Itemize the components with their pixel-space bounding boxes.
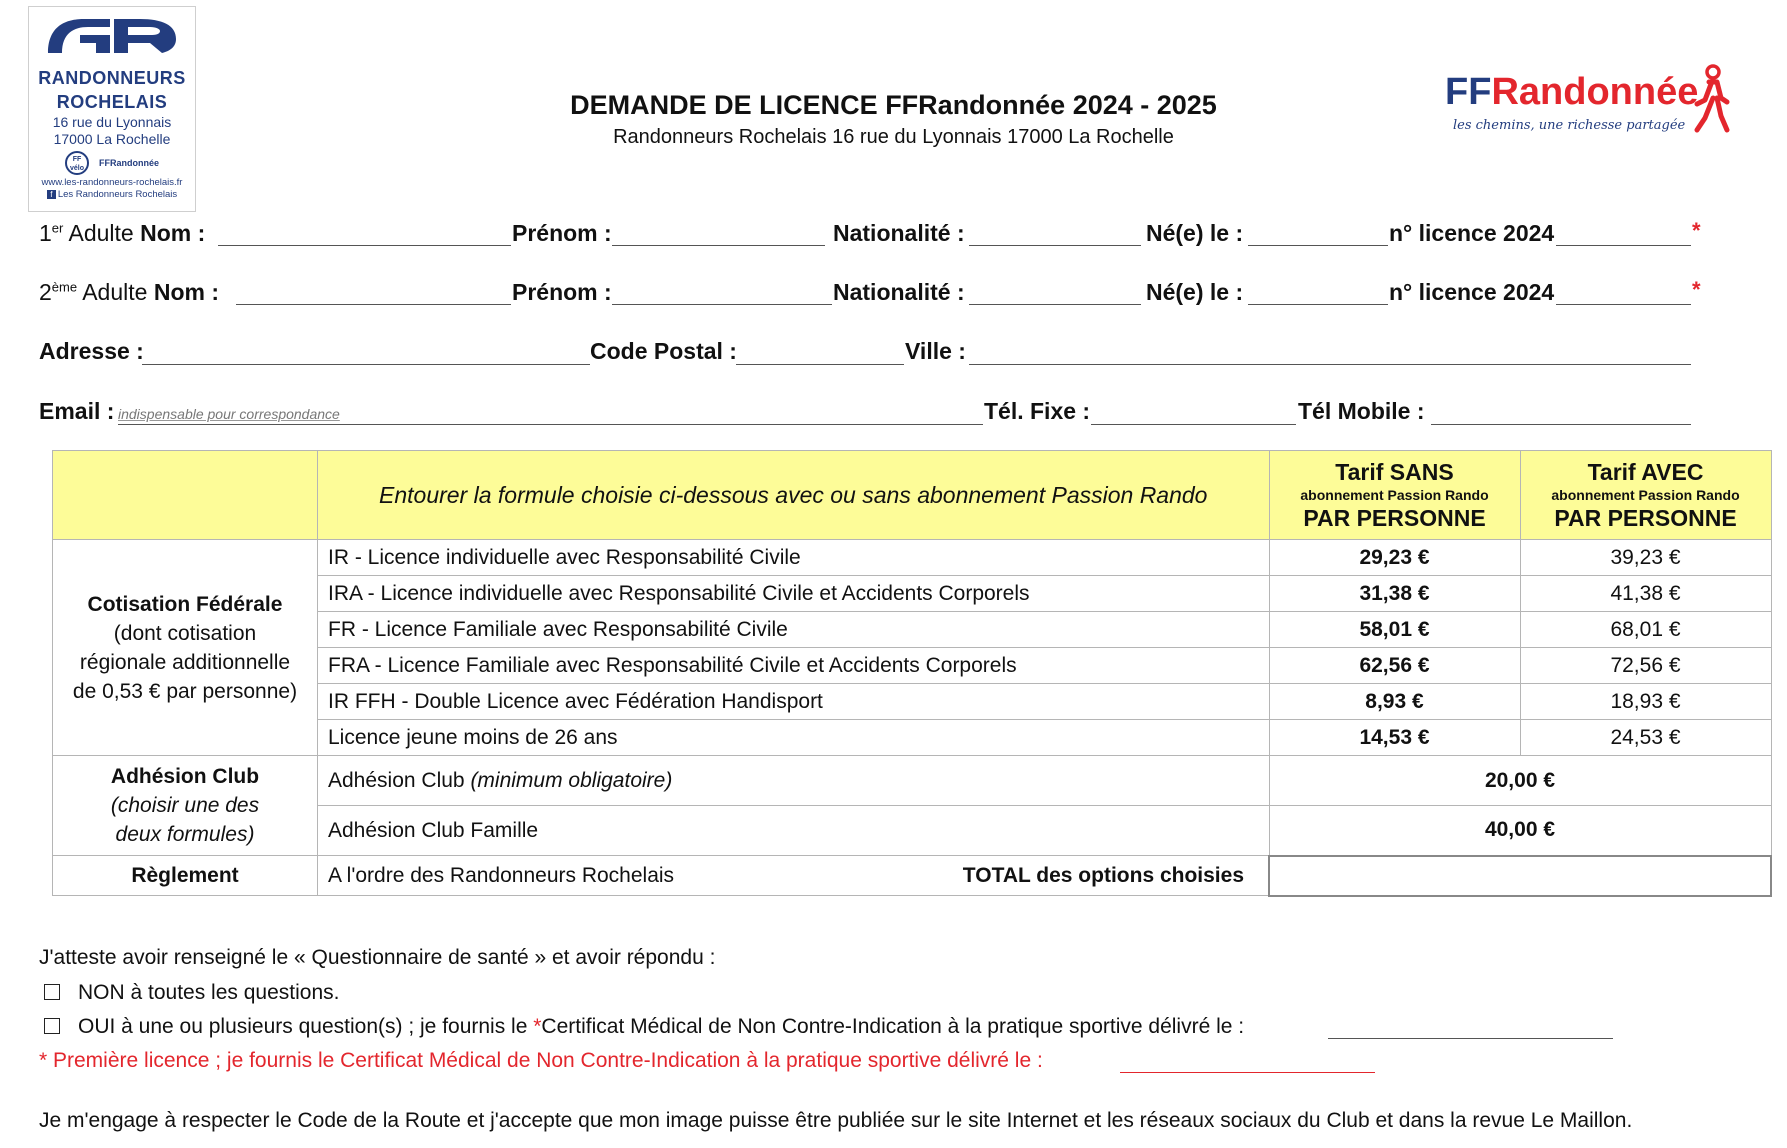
cotisation-line3: de 0,53 € par personne) xyxy=(72,679,298,703)
licence-label[interactable]: FR - Licence Familiale avec Responsabilité Civile xyxy=(318,612,1270,648)
adult1-nationalite-label: Nationalité : xyxy=(833,220,965,246)
hiker-icon xyxy=(1691,64,1731,136)
tarif-avec-per: PAR PERSONNE xyxy=(1554,505,1737,531)
licence-label[interactable]: IR FFH - Double Licence avec Fédération Handisport xyxy=(318,684,1270,720)
adhesion-club-label[interactable] xyxy=(318,756,1270,806)
adult2-prenom-label: Prénom : xyxy=(512,279,612,305)
licence-price-sans[interactable]: 29,23 € xyxy=(1269,540,1520,576)
club-address-line2: 17000 La Rochelle xyxy=(53,131,171,147)
facebook-icon: f xyxy=(47,190,56,199)
ffr-logo-tagline: les chemins, une richesse partagée xyxy=(1453,118,1686,133)
licence-label[interactable]: IRA - Licence individuelle avec Responsabilité Civile et Accidents Corporels xyxy=(318,576,1270,612)
cotisation-title: Cotisation Fédérale xyxy=(87,592,283,616)
adresse-field[interactable] xyxy=(142,364,590,365)
adult2-licence-label: n° licence 2024 xyxy=(1389,279,1555,305)
cotisation-cell xyxy=(53,540,318,756)
licence-price-avec[interactable]: 39,23 € xyxy=(1520,540,1771,576)
adult1-ordinal: 1 xyxy=(39,220,52,246)
licence-label[interactable]: FRA - Licence Familiale avec Responsabilité Civile et Accidents Corporels xyxy=(318,648,1270,684)
club-name-line1: RANDONNEURS xyxy=(38,68,186,88)
email-field[interactable] xyxy=(118,424,983,425)
adult2-ne-le-label: Né(e) le : xyxy=(1146,279,1244,305)
adult2-licence-field[interactable] xyxy=(1556,304,1691,305)
tel-fixe-field[interactable] xyxy=(1091,424,1296,425)
reglement-text: A l'ordre des Randonneurs Rochelais xyxy=(328,863,675,887)
licence-price-sans[interactable]: 8,93 € xyxy=(1269,684,1520,720)
club-facebook-text: Les Randonneurs Rochelais xyxy=(57,189,178,200)
licence-label[interactable]: IR - Licence individuelle avec Responsabilité Civile xyxy=(318,540,1270,576)
adhesion-club-price[interactable]: 20,00 € xyxy=(1269,756,1771,806)
ville-label: Ville : xyxy=(905,338,966,364)
licence-price-avec[interactable]: 41,38 € xyxy=(1520,576,1771,612)
ffrandonnee-logo xyxy=(1445,60,1735,150)
adult1-nom-label: Nom : xyxy=(140,220,206,246)
reglement-title: Règlement xyxy=(53,856,318,896)
tarif-sans-sub: abonnement Passion Rando xyxy=(1300,487,1489,503)
adult1-prenom-field[interactable] xyxy=(612,245,825,246)
adhesion-cell xyxy=(53,756,318,856)
table-row xyxy=(53,540,1772,576)
adhesion-famille-price[interactable]: 40,00 € xyxy=(1269,806,1771,856)
premiere-certificat-date-field[interactable] xyxy=(1120,1072,1375,1073)
adult2-nom-label: Nom : xyxy=(153,279,219,305)
premiere-licence-text: * Première licence ; je fournis le Certificat Médical de Non Contre-Indication à la pratique sportive délivré le : xyxy=(39,1049,1043,1072)
total-label: TOTAL des options choisies xyxy=(962,864,1244,887)
engagement-text: Je m'engage à respecter le Code de la Route et j'accepte que mon image puisse être publiée sur le site Internet et les réseaux sociaux du Club et dans la revue Le Maillon. xyxy=(39,1109,1633,1132)
adult2-label xyxy=(39,279,219,306)
table-header-row xyxy=(53,451,1772,540)
oui-option[interactable] xyxy=(44,1015,1244,1039)
tel-mobile-label: Tél Mobile : xyxy=(1298,398,1425,424)
adult2-prenom-field[interactable] xyxy=(612,304,832,305)
ville-field[interactable] xyxy=(969,364,1691,365)
tel-fixe-label: Tél. Fixe : xyxy=(984,398,1091,424)
adult1-prenom-label: Prénom : xyxy=(512,220,612,246)
adult2-required-star: * xyxy=(1692,277,1701,302)
adult1-nationalite-field[interactable] xyxy=(969,245,1141,246)
club-address-line1: 16 rue du Lyonnais xyxy=(52,114,172,130)
tarif-avec-sub: abonnement Passion Rando xyxy=(1551,487,1740,503)
licence-price-avec[interactable]: 18,93 € xyxy=(1520,684,1771,720)
header-empty-cell xyxy=(53,451,318,540)
licence-price-avec[interactable]: 24,53 € xyxy=(1520,720,1771,756)
adresse-label: Adresse : xyxy=(39,338,144,364)
club-website: www.les-randonneurs-rochelais.fr xyxy=(41,177,183,188)
email-hint: indispensable pour correspondance xyxy=(118,406,340,422)
adult1-label xyxy=(39,220,205,247)
licence-price-sans[interactable]: 62,56 € xyxy=(1269,648,1520,684)
adult2-adulte: Adulte xyxy=(77,279,154,305)
oui-label-a: OUI à une ou plusieurs question(s) ; je fournis le xyxy=(78,1015,534,1038)
adhesion-famille-label[interactable]: Adhésion Club Famille xyxy=(318,806,1270,856)
header-tarif-avec xyxy=(1520,451,1771,540)
adult2-sup: ème xyxy=(51,279,78,295)
adhesion-sub1: (choisir une des xyxy=(110,794,260,817)
code-postal-field[interactable] xyxy=(736,364,904,365)
table-row xyxy=(53,856,1772,896)
club-facebook xyxy=(29,189,195,201)
page-title: DEMANDE DE LICENCE FFRandonnée 2024 - 2025 xyxy=(570,90,1217,120)
code-postal-label: Code Postal : xyxy=(590,338,737,364)
cotisation-line1: (dont cotisation xyxy=(113,621,257,645)
adhesion-title: Adhésion Club xyxy=(110,765,260,788)
page-subtitle: Randonneurs Rochelais 16 rue du Lyonnais 17000 La Rochelle xyxy=(613,126,1174,148)
ffrando-mini-logo: FFRandonnée xyxy=(99,158,159,168)
adult2-nationalite-field[interactable] xyxy=(969,304,1141,305)
adhesion-sub2: deux formules) xyxy=(115,823,255,846)
adult2-nom-field[interactable] xyxy=(236,304,511,305)
licence-price-sans[interactable]: 14,53 € xyxy=(1269,720,1520,756)
ffvelo-badge: FF vélo xyxy=(65,151,89,175)
adult1-adulte: Adulte xyxy=(63,220,141,246)
adult1-sup: er xyxy=(51,220,64,236)
table-row xyxy=(53,756,1772,806)
adhesion-club-text: Adhésion Club xyxy=(328,768,471,792)
non-label: NON à toutes les questions. xyxy=(78,981,340,1004)
ffr-logo-ff: FF xyxy=(1445,71,1492,113)
oui-checkbox[interactable] xyxy=(44,1018,60,1034)
reglement-cell xyxy=(318,856,1270,896)
tariff-table xyxy=(52,450,1772,897)
adult2-ordinal: 2 xyxy=(39,279,52,305)
email-label: Email : xyxy=(39,398,115,424)
cotisation-line2: régionale additionnelle xyxy=(79,650,291,674)
attest-text: J'atteste avoir renseigné le « Questionnaire de santé » et avoir répondu : xyxy=(39,946,716,969)
tel-mobile-field[interactable] xyxy=(1431,424,1691,425)
tarif-avec-title: Tarif AVEC xyxy=(1587,459,1704,485)
adult2-ne-le-field[interactable] xyxy=(1248,304,1388,305)
adult1-nom-field[interactable] xyxy=(218,245,511,246)
ffr-logo-rando: Randonnée xyxy=(1491,71,1699,113)
licence-label[interactable]: Licence jeune moins de 26 ans xyxy=(318,720,1270,756)
oui-certificat-date-field[interactable] xyxy=(1328,1038,1613,1039)
adhesion-club-note: (minimum obligatoire) xyxy=(470,768,673,792)
oui-label-b: Certificat Médical de Non Contre-Indication à la pratique sportive délivré le : xyxy=(541,1015,1245,1038)
adult2-nationalite-label: Nationalité : xyxy=(833,279,965,305)
club-badges xyxy=(29,151,195,175)
adult1-ne-le-field[interactable] xyxy=(1248,245,1388,246)
club-monogram-icon xyxy=(40,13,184,61)
licence-price-sans[interactable]: 31,38 € xyxy=(1269,576,1520,612)
adult1-licence-field[interactable] xyxy=(1556,245,1691,246)
header-instruction: Entourer la formule choisie ci-dessous avec ou sans abonnement Passion Rando xyxy=(318,451,1270,540)
adult1-ne-le-label: Né(e) le : xyxy=(1146,220,1244,246)
adult1-required-star: * xyxy=(1692,218,1701,243)
tarif-sans-title: Tarif SANS xyxy=(1335,459,1454,485)
tarif-sans-per: PAR PERSONNE xyxy=(1303,505,1486,531)
total-field[interactable] xyxy=(1269,856,1771,896)
non-option[interactable] xyxy=(44,981,339,1005)
adult1-licence-label: n° licence 2024 xyxy=(1389,220,1555,246)
licence-price-avec[interactable]: 72,56 € xyxy=(1520,648,1771,684)
licence-price-avec[interactable]: 68,01 € xyxy=(1520,612,1771,648)
non-checkbox[interactable] xyxy=(44,984,60,1000)
oui-star: * xyxy=(533,1015,542,1038)
header-tarif-sans xyxy=(1269,451,1520,540)
club-name-line2: ROCHELAIS xyxy=(56,92,168,112)
licence-price-sans[interactable]: 58,01 € xyxy=(1269,612,1520,648)
